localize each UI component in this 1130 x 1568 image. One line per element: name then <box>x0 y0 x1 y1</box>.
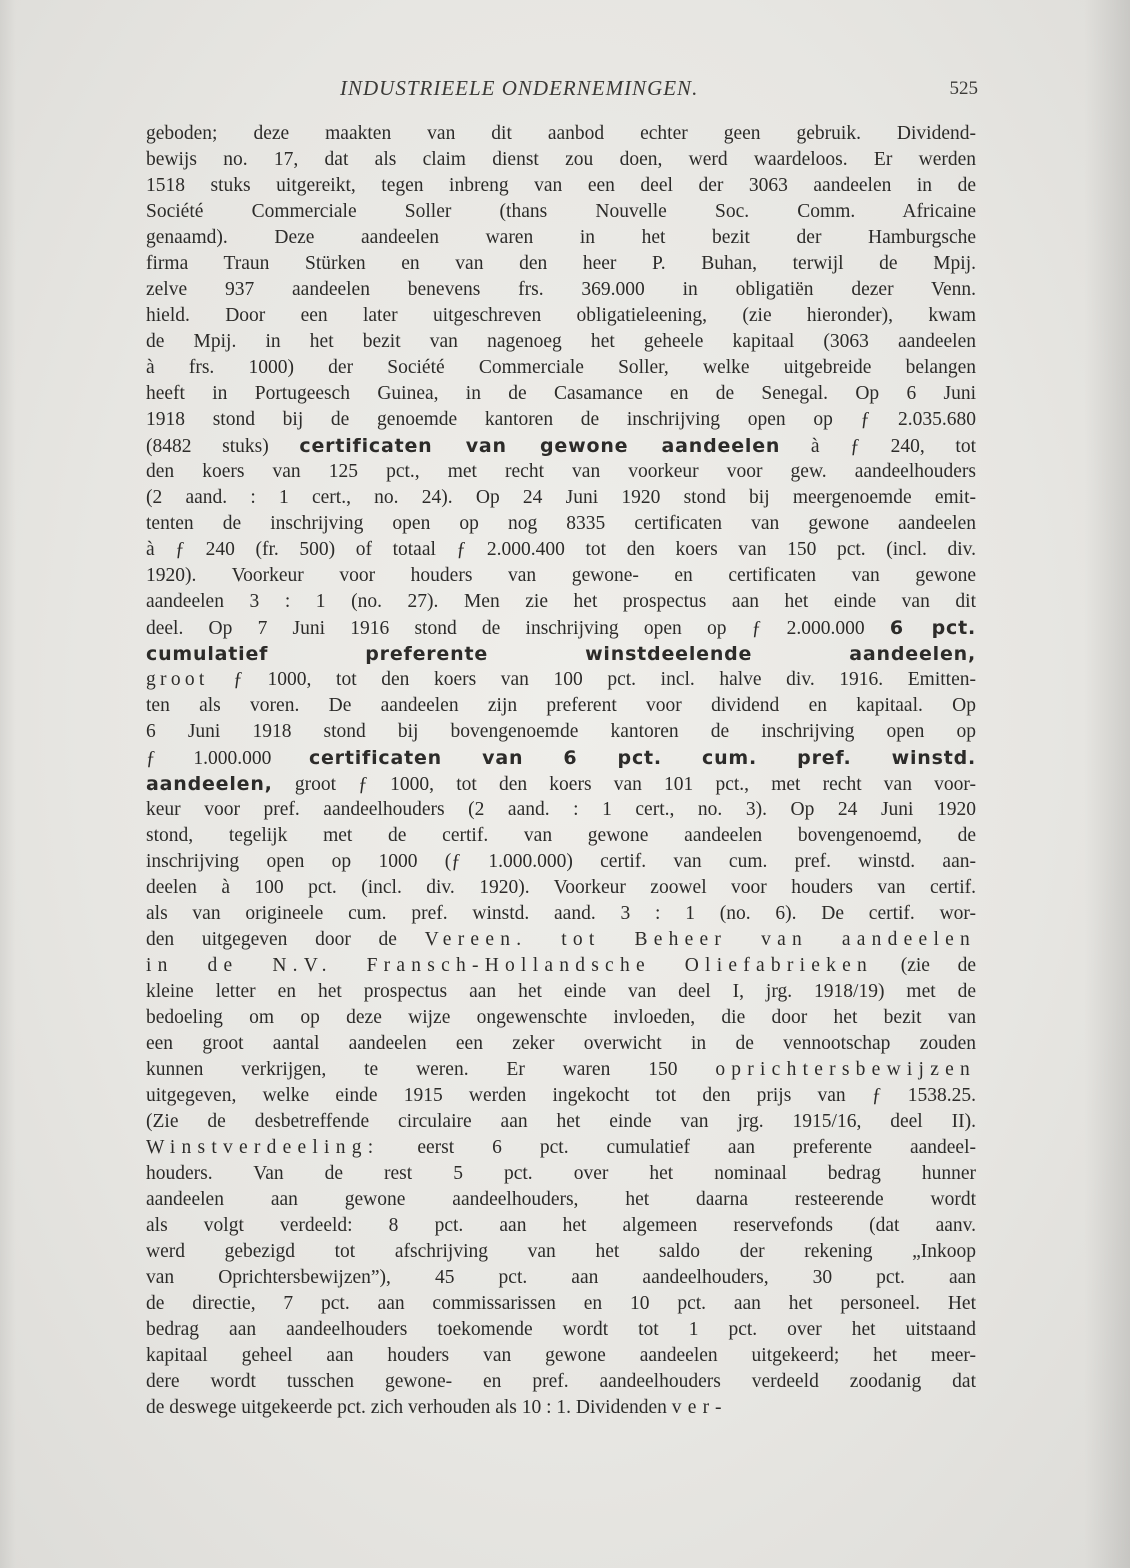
spaced-phrase: oprichtersbewijzen <box>715 1059 976 1080</box>
text-line <box>146 355 976 381</box>
text-line <box>146 1031 976 1057</box>
text-segment: zelve 937 aandeelen benevens frs. 369.000 in obligatiën dezer Venn. <box>146 279 976 300</box>
text-segment: dere wordt tusschen gewone- en pref. aandeelhouders verdeeld zoodanig dat <box>146 1371 976 1392</box>
text-line <box>146 615 976 641</box>
bold-phrase: certificaten van gewone aandeelen <box>299 435 781 457</box>
text-line <box>146 1369 976 1395</box>
text-line <box>146 719 976 745</box>
text-segment: tenten de inschrijving open op nog 8335 certificaten van gewone aandeelen <box>146 513 976 534</box>
text-line <box>146 901 976 927</box>
text-line <box>146 303 976 329</box>
text-segment: van Oprichtersbewijzen”), 45 pct. aan aandeelhouders, 30 pct. aan <box>146 1267 976 1288</box>
text-line <box>146 1395 976 1421</box>
text-line <box>146 849 976 875</box>
text-segment: aandeelen aan gewone aandeelhouders, het daarna resteerende wordt <box>146 1189 976 1210</box>
text-segment: keur voor pref. aandeelhouders (2 aand. : 1 cert., no. 3). Op 24 Juni 1920 <box>146 799 976 820</box>
text-segment: bedoeling om op deze wijze ongewenschte invloeden, die door het bezit van <box>146 1007 976 1028</box>
text-segment: 1518 stuks uitgereikt, tegen inbreng van een deel der 3063 aandeelen in de <box>146 175 976 196</box>
text-line <box>146 277 976 303</box>
text-segment: als van origineele cum. pref. winstd. aand. 3 : 1 (no. 6). De certif. wor- <box>146 903 976 924</box>
text-segment: bedrag aan aandeelhouders toekomende wordt tot 1 pct. over het uitstaand <box>146 1319 976 1340</box>
text-line <box>146 329 976 355</box>
text-line <box>146 979 976 1005</box>
text-segment: genaamd). Deze aandeelen waren in het bezit der Hamburgsche <box>146 227 976 248</box>
text-line <box>146 1291 976 1317</box>
text-segment: werd gebezigd tot afschrijving van het saldo der rekening „Inkoop <box>146 1241 976 1262</box>
text-segment: de Mpij. in het bezit van nagenoeg het geheele kapitaal (3063 aandeelen <box>146 331 976 352</box>
text-segment: inschrijving open op 1000 (ƒ 1.000.000) certif. van cum. pref. winstd. aan- <box>146 851 976 872</box>
text-line <box>146 1343 976 1369</box>
page-header <box>140 76 978 106</box>
text-line <box>146 745 976 771</box>
text-line <box>146 407 976 433</box>
text-line <box>146 251 976 277</box>
text-line <box>146 1083 976 1109</box>
text-segment: (2 aand. : 1 cert., no. 24). Op 24 Juni 1920 stond bij meergenoemde emit- <box>146 487 976 508</box>
text-segment: hield. Door een later uitgeschreven obligatieleening, (zie hieronder), kwam <box>146 305 976 326</box>
text-segment: als volgt verdeeld: 8 pct. aan het algemeen reservefonds (dat aanv. <box>146 1215 976 1236</box>
page-number: 525 <box>949 78 978 99</box>
text-segment: kapitaal geheel aan houders van gewone aandeelen uitgekeerd; het meer- <box>146 1345 976 1366</box>
text-line <box>146 953 976 979</box>
text-line <box>146 1161 976 1187</box>
text-segment: ten als voren. De aandeelen zijn preferent voor dividend en kapitaal. Op <box>146 695 976 716</box>
text-line <box>146 1187 976 1213</box>
text-segment: à ƒ 240 (fr. 500) of totaal ƒ 2.000.400 tot den koers van 150 pct. (incl. div. <box>146 539 976 560</box>
text-line <box>146 433 976 459</box>
text-segment: een groot aantal aandeelen een zeker overwicht in de vennootschap zouden <box>146 1033 976 1054</box>
spaced-phrase: Winstverdeeling: <box>146 1137 380 1158</box>
text-line <box>146 121 976 147</box>
spaced-phrase: ver- <box>671 1397 728 1418</box>
text-segment: kunnen verkrijgen, te weren. Er waren 150 <box>146 1059 716 1080</box>
text-line <box>146 225 976 251</box>
text-segment: houders. Van de rest 5 pct. over het nominaal bedrag hunner <box>146 1163 976 1184</box>
text-line <box>146 1109 976 1135</box>
text-segment: eerst 6 pct. cumulatief aan preferente aandeel- <box>379 1137 976 1158</box>
text-segment: aandeelen 3 : 1 (no. 27). Men zie het prospectus aan het einde van dit <box>146 591 976 612</box>
text-line <box>146 1005 976 1031</box>
text-segment: kleine letter en het prospectus aan het einde van deel I, jrg. 1918/19) met de <box>146 981 976 1002</box>
bold-phrase: 6 pct. <box>889 617 976 639</box>
text-segment: stond, tegelijk met de certif. van gewone aandeelen bovengenoemd, de <box>146 825 976 846</box>
page-right-shadow <box>1084 0 1130 1568</box>
text-line <box>146 589 976 615</box>
text-segment: heeft in Portugeesch Guinea, in de Casamance en de Senegal. Op 6 Juni <box>146 383 976 404</box>
text-line <box>146 797 976 823</box>
text-segment: (8482 stuks) <box>146 436 300 457</box>
text-segment: uitgegeven, welke einde 1915 werden ingekocht tot den prijs van ƒ 1538.25. <box>146 1085 976 1106</box>
text-line <box>146 1057 976 1083</box>
text-segment: (Zie de desbetreffende circulaire aan het einde van jrg. 1915/16, deel II). <box>146 1111 976 1132</box>
spaced-phrase: Vereen. tot Beheer van aandeelen <box>424 929 976 950</box>
text-line <box>146 459 976 485</box>
text-line <box>146 485 976 511</box>
body-text <box>146 121 976 1421</box>
text-line <box>146 563 976 589</box>
text-line <box>146 667 976 693</box>
text-segment: 1920). Voorkeur voor houders van gewone- en certificaten van gewone <box>146 565 976 586</box>
text-line <box>146 511 976 537</box>
text-segment: deel. Op 7 Juni 1916 stond de inschrijving open op ƒ 2.000.000 <box>146 618 890 639</box>
text-line <box>146 173 976 199</box>
text-segment: 1918 stond bij de genoemde kantoren de inschrijving open op ƒ 2.035.680 <box>146 409 976 430</box>
text-segment: den uitgegeven door de <box>146 929 425 950</box>
text-line <box>146 927 976 953</box>
spaced-phrase: in de N.V. Fransch-Hollandsche Oliefabrieken <box>146 955 874 976</box>
spaced-phrase: groot <box>146 669 209 690</box>
text-line <box>146 641 976 667</box>
text-segment: (zie de <box>873 955 976 976</box>
text-line <box>146 381 976 407</box>
bold-phrase: certificaten van 6 pct. cum. pref. winstd. <box>308 747 976 769</box>
bold-phrase: aandeelen, <box>146 773 273 795</box>
text-line <box>146 875 976 901</box>
text-segment: groot ƒ 1000, tot den koers van 101 pct., met recht van voor- <box>272 774 976 795</box>
text-line <box>146 693 976 719</box>
text-segment: den koers van 125 pct., met recht van voorkeur voor gew. aandeelhouders <box>146 461 976 482</box>
text-line <box>146 1317 976 1343</box>
text-segment: bewijs no. 17, dat als claim dienst zou doen, werd waardeloos. Er werden <box>146 149 976 170</box>
text-segment: à frs. 1000) der Société Commerciale Soller, welke uitgebreide belangen <box>146 357 976 378</box>
text-line <box>146 1265 976 1291</box>
text-line <box>146 771 976 797</box>
text-segment: 6 Juni 1918 stond bij bovengenoemde kantoren de inschrijving open op <box>146 721 976 742</box>
text-segment: à ƒ 240, tot <box>780 436 976 457</box>
text-line <box>146 1239 976 1265</box>
text-segment: firma Traun Stürken en van den heer P. Buhan, terwijl de Mpij. <box>146 253 976 274</box>
text-segment: de deswege uitgekeerde pct. zich verhouden als 10 : 1. Dividenden <box>146 1397 672 1418</box>
text-segment: geboden; deze maakten van dit aanbod echter geen gebruik. Dividend- <box>146 123 976 144</box>
text-line <box>146 199 976 225</box>
text-segment: Société Commerciale Soller (thans Nouvelle Soc. Comm. Africaine <box>146 201 976 222</box>
text-line <box>146 1213 976 1239</box>
text-segment: de directie, 7 pct. aan commissarissen en 10 pct. aan het personeel. Het <box>146 1293 976 1314</box>
text-segment: ƒ 1.000.000 <box>146 748 309 769</box>
text-segment: ƒ 1000, tot den koers van 100 pct. incl. halve div. 1916. Emitten- <box>208 669 976 690</box>
text-segment: deelen à 100 pct. (incl. div. 1920). Voorkeur zoowel voor houders van certif. <box>146 877 976 898</box>
bold-phrase: cumulatief preferente winstdeelende aandeelen, <box>146 643 976 665</box>
page-left-shadow <box>0 0 16 1568</box>
running-head: INDUSTRIEELE ONDERNEMINGEN. <box>340 76 699 100</box>
text-line <box>146 147 976 173</box>
text-line <box>146 823 976 849</box>
text-line <box>146 1135 976 1161</box>
text-line <box>146 537 976 563</box>
